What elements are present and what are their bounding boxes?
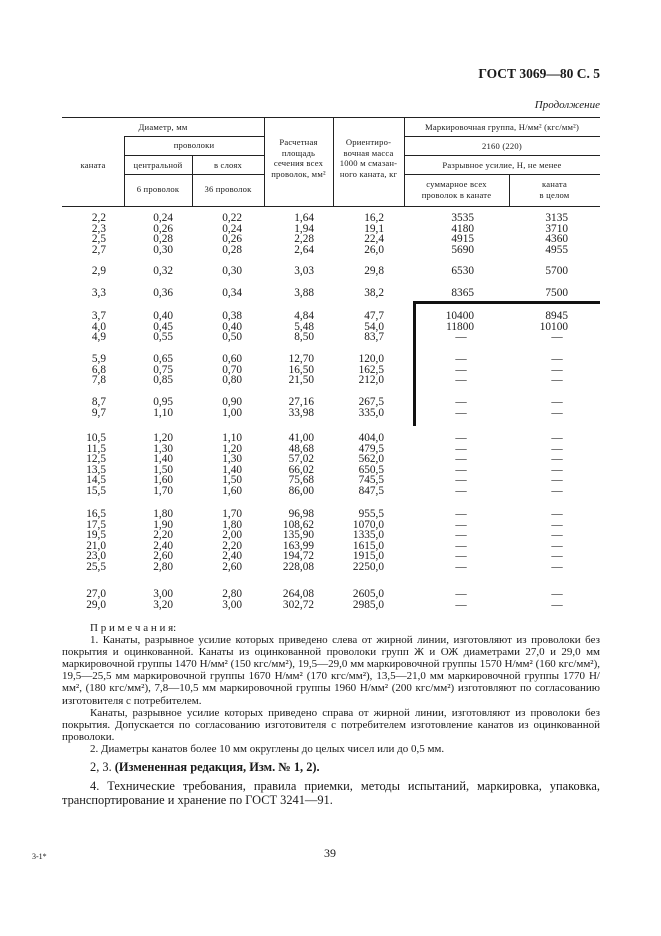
- cell-central-wire: 0,65: [153, 353, 173, 365]
- page-number: 39: [324, 846, 336, 860]
- cell-sum-force: 4915: [451, 233, 474, 246]
- cell-whole-force: —: [551, 508, 563, 520]
- cell-rope-diameter: 3,3: [91, 287, 106, 299]
- cell-rope-diameter: 9,7: [91, 406, 106, 419]
- cell-rope-diameter: 3,7: [91, 310, 106, 322]
- document-header-title: ГОСТ 3069—80 С. 5: [478, 66, 600, 81]
- cell-area: 1,64: [294, 212, 314, 224]
- cell-layer-wire: 0,28: [222, 243, 242, 256]
- cell-layer-wire: 1,10: [222, 432, 242, 444]
- cell-sum-force: 8365: [451, 287, 474, 299]
- header-in-layers: в слоях: [213, 160, 243, 170]
- cell-rope-diameter: 4,0: [91, 320, 106, 333]
- cell-layer-wire: 0,90: [222, 396, 242, 408]
- header-whole-rope: каната в целом: [539, 179, 570, 200]
- cell-rope-diameter: 4,9: [91, 331, 106, 344]
- cell-central-wire: 0,95: [153, 396, 173, 408]
- section-4: 4. Технические требования, правила приемки, методы испытаний, маркировка, упаковка, транспортирование и хранение по ГОСТ 3241—91.: [62, 779, 600, 808]
- cell-area: 228,08: [282, 561, 314, 573]
- cell-mass: 16,2: [364, 212, 384, 224]
- cell-sum-force: —: [455, 374, 467, 387]
- cell-layer-wire: 2,60: [222, 561, 242, 573]
- cell-layer-wire: 2,40: [222, 550, 242, 563]
- cell-rope-diameter: 2,9: [91, 265, 106, 277]
- cell-central-wire: 3,00: [153, 588, 173, 600]
- cell-area: 4,84: [294, 310, 314, 322]
- cell-area: 27,16: [288, 396, 314, 408]
- cell-layer-wire: 0,60: [222, 353, 242, 365]
- cell-rope-diameter: 21,0: [86, 539, 106, 552]
- section-2-3: 2, 3. (Измененная редакция, Изм. № 1, 2).: [90, 760, 320, 774]
- cell-area: 41,00: [288, 432, 314, 444]
- cell-mass: 562,0: [358, 453, 384, 466]
- notes-heading: П р и м е ч а н и я:: [90, 622, 177, 634]
- cell-central-wire: 0,85: [153, 374, 173, 387]
- cell-whole-force: —: [551, 550, 563, 563]
- cell-mass: 19,1: [364, 222, 384, 235]
- notes-block: [62, 622, 600, 755]
- cell-sum-force: —: [455, 550, 467, 563]
- cell-area: 163,99: [282, 539, 314, 552]
- cell-rope-diameter: 12,5: [86, 453, 106, 466]
- cell-sum-force: —: [455, 363, 467, 376]
- cell-layer-wire: 0,50: [222, 331, 242, 344]
- cell-rope-diameter: 2,3: [91, 222, 106, 235]
- cell-layer-wire: 0,26: [222, 233, 242, 246]
- cell-area: 21,50: [288, 374, 314, 387]
- cell-rope-diameter: 13,5: [86, 463, 106, 476]
- cell-layer-wire: 3,00: [222, 598, 242, 611]
- cell-sum-force: 5690: [451, 243, 474, 256]
- cell-rope-diameter: 29,0: [86, 598, 106, 611]
- cell-central-wire: 0,75: [153, 363, 173, 376]
- cell-central-wire: 3,20: [153, 598, 173, 611]
- cell-central-wire: 2,40: [153, 539, 173, 552]
- cell-layer-wire: 2,20: [222, 539, 242, 552]
- cell-mass: 2250,0: [352, 561, 384, 573]
- cell-mass: 22,4: [364, 233, 384, 246]
- cell-mass: 335,0: [358, 406, 384, 419]
- note-1b: Канаты, разрывное усилие которых приведено справа от жирной линии, изготовляют из проволоки без покрытия. Допускается по согласованию изготовителя с потребителем изготовление канатов из оцинкованной проволоки.: [62, 706, 600, 743]
- cell-whole-force: —: [551, 432, 563, 444]
- cell-whole-force: 10100: [539, 320, 568, 333]
- cell-mass: 54,0: [364, 320, 384, 333]
- cell-area: 75,68: [288, 474, 314, 487]
- cell-central-wire: 2,80: [153, 561, 173, 573]
- cell-central-wire: 0,28: [153, 233, 173, 246]
- header-breaking-force: Разрывное усилие, Н, не менее: [442, 160, 562, 170]
- cell-sum-force: —: [455, 518, 467, 531]
- cell-mass: 2985,0: [352, 598, 384, 611]
- cell-layer-wire: 1,50: [222, 474, 242, 487]
- cell-sum-force: —: [455, 442, 467, 455]
- cell-sum-force: —: [455, 331, 467, 344]
- cell-sum-force: —: [455, 453, 467, 466]
- cell-sum-force: 6530: [451, 265, 474, 277]
- cell-whole-force: —: [551, 518, 563, 531]
- cell-whole-force: —: [551, 331, 563, 344]
- cell-central-wire: 0,30: [153, 243, 173, 256]
- header-area: Расчетная площадь сечения всех проволок, мм²: [271, 137, 326, 179]
- cell-whole-force: 4955: [545, 243, 568, 256]
- cell-central-wire: 1,40: [153, 453, 173, 466]
- cell-whole-force: —: [551, 363, 563, 376]
- cell-sum-force: —: [455, 561, 467, 573]
- cell-sum-force: 3535: [451, 212, 474, 224]
- header-wires: проволоки: [173, 140, 215, 150]
- cell-whole-force: —: [551, 529, 563, 542]
- cell-area: 86,00: [288, 485, 314, 497]
- bold-division-line-top: [413, 301, 600, 304]
- cell-rope-diameter: 14,5: [86, 474, 106, 487]
- bold-division-line-vertical: [413, 301, 416, 426]
- cell-layer-wire: 2,00: [222, 529, 242, 542]
- cell-rope-diameter: 7,8: [91, 374, 106, 387]
- header-central: центральной: [133, 160, 183, 170]
- cell-central-wire: 1,70: [153, 485, 173, 497]
- cell-rope-diameter: 27,0: [86, 588, 106, 600]
- cell-layer-wire: 0,30: [222, 265, 242, 277]
- cell-mass: 26,0: [364, 243, 384, 256]
- header-sum-wires: суммарное всех проволок в канате: [421, 179, 492, 200]
- cell-sum-force: —: [455, 463, 467, 476]
- cell-mass: 38,2: [364, 287, 384, 299]
- cell-layer-wire: 1,00: [222, 406, 242, 419]
- cell-area: 194,72: [282, 550, 314, 563]
- footer-code: 3-1*: [32, 852, 47, 861]
- cell-rope-diameter: 11,5: [86, 442, 106, 455]
- cell-central-wire: 2,60: [153, 550, 173, 563]
- cell-layer-wire: 0,34: [222, 287, 242, 299]
- table-header-bottom-rule: [62, 206, 600, 207]
- cell-layer-wire: 0,24: [222, 222, 242, 235]
- cell-sum-force: —: [455, 396, 467, 408]
- continuation-label: Продолжение: [534, 99, 600, 111]
- cell-area: 96,98: [288, 508, 314, 520]
- cell-mass: 1335,0: [352, 529, 384, 542]
- note-2: 2. Диаметры канатов более 10 мм округлены до целых чисел или до 0,5 мм.: [90, 742, 445, 755]
- cell-mass: 955,5: [358, 508, 384, 520]
- cell-central-wire: 0,55: [153, 331, 173, 344]
- cell-mass: 29,8: [364, 265, 384, 277]
- cell-rope-diameter: 8,7: [91, 396, 106, 408]
- cell-whole-force: —: [551, 463, 563, 476]
- cell-central-wire: 1,80: [153, 508, 173, 520]
- cell-rope-diameter: 25,5: [86, 561, 106, 573]
- cell-mass: 120,0: [358, 353, 384, 365]
- cell-layer-wire: 1,30: [222, 453, 242, 466]
- cell-central-wire: 0,24: [153, 212, 173, 224]
- cell-rope-diameter: 16,5: [86, 508, 106, 520]
- header-six-wires: 6 проволок: [136, 184, 180, 194]
- cell-area: 1,94: [294, 222, 314, 235]
- cell-mass: 745,5: [358, 474, 384, 487]
- cell-layer-wire: 0,38: [222, 310, 242, 322]
- cell-whole-force: —: [551, 442, 563, 455]
- cell-whole-force: 3135: [545, 212, 568, 224]
- cell-area: 8,50: [294, 331, 314, 344]
- cell-layer-wire: 0,70: [222, 363, 242, 376]
- cell-whole-force: 7500: [545, 287, 568, 299]
- cell-area: 2,64: [294, 243, 314, 256]
- cell-layer-wire: 1,40: [222, 463, 242, 476]
- cell-whole-force: 5700: [545, 265, 568, 277]
- cell-central-wire: 0,32: [153, 265, 173, 277]
- header-36-wires: 36 проволок: [204, 184, 252, 194]
- cell-rope-diameter: 6,8: [91, 363, 106, 376]
- cell-mass: 1915,0: [352, 550, 384, 563]
- cell-area: 66,02: [288, 463, 314, 476]
- cell-mass: 650,5: [358, 463, 384, 476]
- cell-whole-force: —: [551, 353, 563, 365]
- cell-central-wire: 1,50: [153, 463, 173, 476]
- cell-rope-diameter: 15,5: [86, 485, 106, 497]
- cell-central-wire: 2,20: [153, 529, 173, 542]
- cell-mass: 162,5: [358, 363, 384, 376]
- cell-rope-diameter: 19,5: [86, 529, 106, 542]
- cell-sum-force: —: [455, 598, 467, 611]
- table-top-rule: [62, 117, 600, 118]
- cell-layer-wire: 0,40: [222, 320, 242, 333]
- cell-layer-wire: 1,80: [222, 518, 242, 531]
- cell-sum-force: —: [455, 529, 467, 542]
- cell-sum-force: 11800: [446, 320, 474, 333]
- cell-central-wire: 1,90: [153, 518, 173, 531]
- cell-area: 57,02: [288, 453, 314, 466]
- header-diameter: Диаметр, мм: [138, 122, 188, 132]
- cell-central-wire: 1,60: [153, 474, 173, 487]
- cell-area: 108,62: [282, 518, 314, 531]
- cell-central-wire: 0,26: [153, 222, 173, 235]
- cell-rope-diameter: 5,9: [91, 353, 106, 365]
- cell-mass: 479,5: [358, 442, 384, 455]
- cell-whole-force: —: [551, 396, 563, 408]
- cell-whole-force: —: [551, 485, 563, 497]
- cell-layer-wire: 0,22: [222, 212, 242, 224]
- cell-central-wire: 1,10: [153, 406, 173, 419]
- cell-mass: 212,0: [358, 374, 384, 387]
- cell-whole-force: —: [551, 598, 563, 611]
- cell-sum-force: —: [455, 508, 467, 520]
- cell-area: 5,48: [294, 320, 314, 333]
- cell-mass: 1070,0: [352, 518, 384, 531]
- cell-whole-force: —: [551, 539, 563, 552]
- cell-area: 3,03: [294, 265, 314, 277]
- cell-sum-force: —: [455, 474, 467, 487]
- cell-area: 135,90: [282, 529, 314, 542]
- cell-sum-force: —: [455, 539, 467, 552]
- cell-layer-wire: 1,20: [222, 442, 242, 455]
- cell-whole-force: 3710: [545, 222, 568, 235]
- cell-area: 2,28: [294, 233, 314, 246]
- note-1: 1. Канаты, разрывное усилие которых приведено слева от жирной линии, изготовляют из проволоки без покрытия и оцинкованной. Канаты из оцинкованной проволоки групп Ж и ОЖ диаметрами 27,0 и 29,0 мм маркировочной группы 1470 Н/мм² (150 кгс/мм²), 19,5—29,0 мм маркировочной группы 1570 Н/мм² (160 кгс/мм²), 19,5—25,5 мм маркировочной группы 1670 Н/мм² (170 кгс/мм²), 13,5—21,0 мм маркировочной группы 1770 Н/мм², (180 кгс/мм²), 7,8—10,5 мм маркировочной группы 1960 Н/мм² (200 кгс/мм²) изготовляют по согласованию изготовителя с потребителем.: [62, 634, 600, 707]
- cell-rope-diameter: 2,7: [91, 243, 106, 256]
- header-mass: Ориентиро- вочная масса 1000 м смазан- ного каната, кг: [339, 137, 398, 179]
- cell-mass: 404,0: [358, 432, 384, 444]
- cell-mass: 267,5: [358, 396, 384, 408]
- cell-central-wire: 0,40: [153, 310, 173, 322]
- cell-area: 264,08: [282, 588, 314, 600]
- cell-sum-force: —: [455, 432, 467, 444]
- cell-mass: 1615,0: [352, 539, 384, 552]
- cell-area: 48,68: [288, 442, 314, 455]
- cell-mass: 2605,0: [352, 588, 384, 600]
- cell-area: 302,72: [282, 598, 314, 611]
- cell-central-wire: 0,36: [153, 287, 173, 299]
- cell-sum-force: —: [455, 406, 467, 419]
- cell-rope-diameter: 10,5: [86, 432, 106, 444]
- cell-whole-force: 4360: [545, 233, 568, 246]
- cell-whole-force: —: [551, 374, 563, 387]
- cell-whole-force: —: [551, 453, 563, 466]
- cell-whole-force: —: [551, 474, 563, 487]
- header-rope: каната: [80, 160, 106, 170]
- cell-sum-force: 10400: [445, 310, 474, 322]
- cell-central-wire: 1,30: [153, 442, 173, 455]
- header-grade-value: 2160 (220): [482, 141, 522, 151]
- cell-sum-force: —: [455, 588, 467, 600]
- cell-rope-diameter: 2,2: [91, 212, 106, 224]
- cell-layer-wire: 0,80: [222, 374, 242, 387]
- cell-mass: 47,7: [364, 310, 384, 322]
- cell-whole-force: 8945: [545, 310, 568, 322]
- cell-central-wire: 0,45: [153, 320, 173, 333]
- cell-layer-wire: 2,80: [222, 588, 242, 600]
- cell-area: 3,88: [294, 287, 314, 299]
- cell-rope-diameter: 17,5: [86, 518, 106, 531]
- cell-rope-diameter: 23,0: [86, 550, 106, 563]
- cell-whole-force: —: [551, 561, 563, 573]
- cell-mass: 847,5: [358, 485, 384, 497]
- cell-mass: 83,7: [364, 331, 384, 344]
- cell-whole-force: —: [551, 406, 563, 419]
- cell-sum-force: —: [455, 485, 467, 497]
- cell-sum-force: —: [455, 353, 467, 365]
- cell-central-wire: 1,20: [153, 432, 173, 444]
- cell-area: 33,98: [288, 406, 314, 419]
- header-grade: Маркировочная группа, Н/мм² (кгс/мм²): [424, 122, 580, 132]
- cell-area: 12,70: [288, 353, 314, 365]
- cell-whole-force: —: [551, 588, 563, 600]
- cell-rope-diameter: 2,5: [91, 233, 106, 246]
- cell-layer-wire: 1,60: [222, 485, 242, 497]
- cell-area: 16,50: [288, 363, 314, 376]
- cell-layer-wire: 1,70: [222, 508, 242, 520]
- cell-sum-force: 4180: [451, 222, 474, 235]
